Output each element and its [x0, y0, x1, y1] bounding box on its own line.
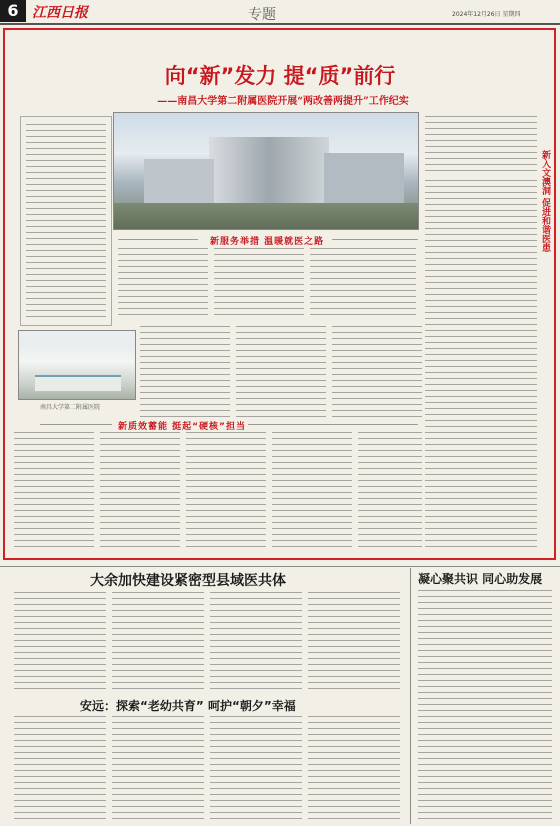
- body-col-6: [332, 326, 422, 422]
- bottom-vertical-divider: [410, 568, 411, 824]
- bl-col-7: [210, 716, 302, 820]
- issue-date: 2024年12月26日 星期四: [452, 11, 521, 18]
- section2-title: 新质效蓄能 挺起“硬核”担当: [118, 422, 246, 432]
- right-text-mid: [425, 180, 537, 550]
- building-main: [209, 137, 329, 203]
- building-left: [144, 159, 214, 203]
- bl-col-4: [308, 592, 400, 692]
- side-title: 新入文澳洞 促进和谐医患: [540, 150, 550, 253]
- br-col: [418, 590, 552, 820]
- section-label: 专题: [248, 7, 276, 23]
- bottom-right-headline: 凝心聚共识 同心助发展: [418, 572, 543, 586]
- body-col-9: [186, 432, 266, 550]
- lobby-ceiling: [19, 331, 136, 343]
- section2-rule-left: [40, 424, 112, 425]
- bl-col-2: [112, 592, 204, 692]
- section1-title: 新服务举措 温暖就医之路: [210, 237, 325, 247]
- body-col-4: [140, 326, 230, 422]
- section1-rule-right: [332, 239, 418, 240]
- feature-headline: 向“新”发力 提“质”前行: [164, 64, 396, 88]
- body-col-2: [214, 248, 304, 320]
- bl-col-8: [308, 716, 400, 820]
- lobby-photo: [18, 330, 136, 400]
- bl-col-3: [210, 592, 302, 692]
- bl-col-1: [14, 592, 106, 692]
- lobby-counter: [35, 375, 121, 391]
- paper-name: 江西日报: [32, 5, 88, 21]
- body-col-7: [14, 432, 94, 550]
- right-text-top: [425, 116, 537, 176]
- page-number: 6: [0, 0, 26, 22]
- body-col-11: [358, 432, 422, 550]
- body-col-3: [310, 248, 416, 320]
- body-col-5: [236, 326, 326, 422]
- hospital-photo: [113, 112, 419, 230]
- body-col-10: [272, 432, 352, 550]
- feature-subheadline: ——南昌大学第二附属医院开展“两改善两提升”工作纪实: [157, 96, 409, 107]
- section2-rule-right: [248, 424, 418, 425]
- section1-rule-left: [118, 239, 198, 240]
- body-col-1: [118, 248, 208, 320]
- bottom-left-headline: 大余加快建设紧密型县域医共体: [90, 573, 286, 589]
- bl-col-6: [112, 716, 204, 820]
- bottom-left-subheadline: 安远：探索“老幼共育” 呵护“朝夕”幸福: [80, 699, 296, 713]
- building-right: [324, 153, 404, 203]
- body-col-8: [100, 432, 180, 550]
- lobby-photo-caption: 南昌大学第二附属医院: [40, 404, 101, 411]
- page-divider: [0, 566, 560, 567]
- intro-text: [26, 124, 106, 320]
- ground: [114, 203, 419, 230]
- bl-col-5: [14, 716, 106, 820]
- masthead-rule: [0, 23, 560, 25]
